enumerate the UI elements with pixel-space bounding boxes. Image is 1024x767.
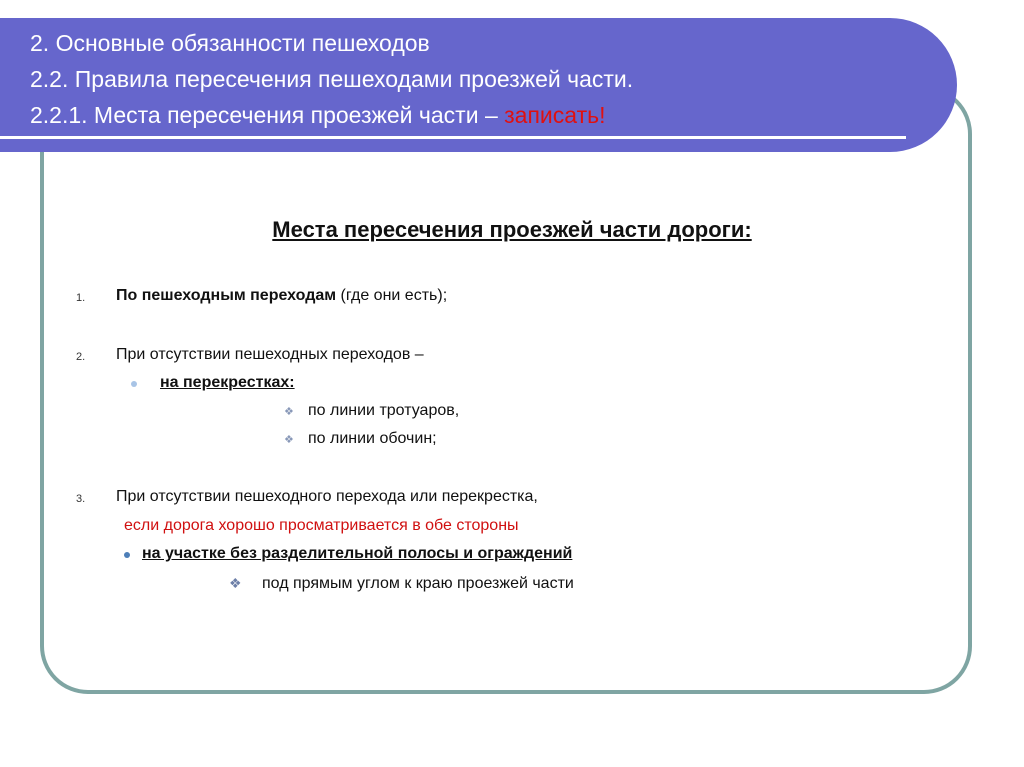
- title-line-3: [30, 102, 605, 129]
- title-line-1: 2. Основные обязанности пешеходов: [30, 30, 430, 56]
- header-divider: [0, 136, 906, 139]
- diamond-bullet-icon: ❖: [229, 575, 242, 591]
- item-3-sublabel: на участке без разделительной полосы и ограждений: [142, 545, 573, 562]
- section-heading: Места пересечения проезжей части дороги:: [272, 217, 752, 242]
- diamond-bullet-icon: ❖: [284, 406, 294, 418]
- item-1-number: 1.: [76, 292, 86, 304]
- item-2-subitem-2: по линии обочин;: [308, 430, 437, 447]
- item-3-subitem: под прямым углом к краю проезжей части: [262, 575, 574, 592]
- item-1-bold: По пешеходным переходам: [116, 287, 337, 304]
- item-1-text: [116, 287, 447, 305]
- title-line-2: 2.2. Правила пересечения пешеходами проезжей части.: [30, 66, 634, 92]
- item-3-number: 3.: [76, 493, 86, 505]
- item-3-condition: если дорога хорошо просматривается в обе стороны: [124, 517, 519, 534]
- item-1-rest: (где они есть);: [336, 287, 448, 304]
- title-accent: записать!: [504, 102, 606, 128]
- item-2-subitem-1: по линии тротуаров,: [308, 402, 460, 419]
- diamond-bullet-icon: ❖: [284, 434, 294, 446]
- item-3-text: При отсутствии пешеходного перехода или перекрестка,: [116, 488, 538, 505]
- title-line-3-main: 2.2.1. Места пересечения проезжей части –: [30, 102, 505, 128]
- item-2-number: 2.: [76, 351, 86, 363]
- item-2-text: При отсутствии пешеходных переходов –: [116, 346, 424, 363]
- bullet-dot-icon: [131, 381, 137, 387]
- title-banner: [0, 18, 957, 152]
- bullet-dot-icon: [124, 552, 130, 558]
- item-2-sublabel: на перекрестках:: [160, 374, 295, 391]
